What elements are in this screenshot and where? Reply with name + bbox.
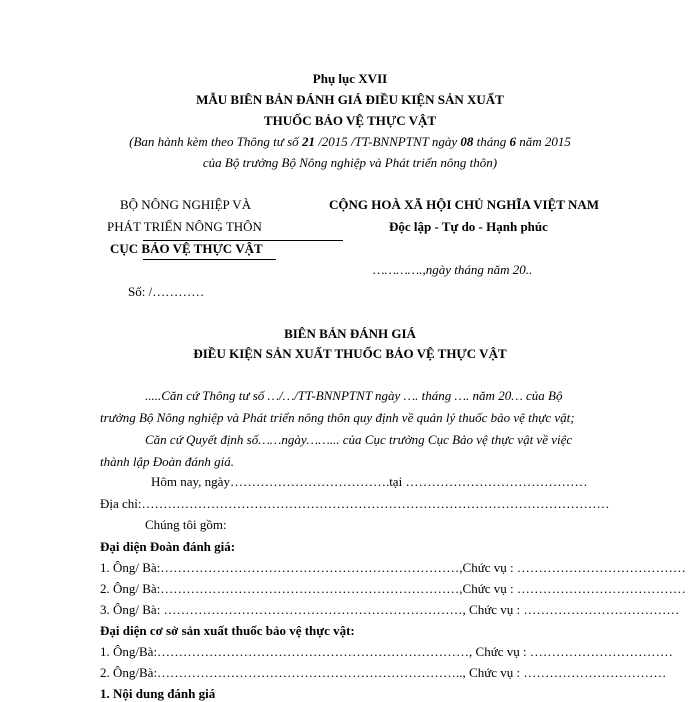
ministry-name-line2: PHÁT TRIỂN NÔNG THÔN: [107, 219, 262, 234]
delegation-member: 1. Ông/ Bà:……………………………………………………………,Chức vụ : …………………………………: [100, 560, 686, 575]
nation-motto: Độc lập - Tự do - Hạnh phúc: [389, 219, 548, 234]
ministry-name-line1: BỘ NÔNG NGHIỆP VÀ: [120, 197, 252, 212]
appendix-note-line2: của Bộ trưởng Bộ Nông nghiệp và Phát triển nông thôn): [202, 155, 498, 170]
legal-basis-2-line1: Căn cứ Quyết định số……ngày……... của Cục trưởng Cục Bảo vệ thực vật về việc: [145, 432, 573, 447]
facility-member: 2. Ông/Bà:…………………………………………………………….., Chức vụ : ……………………………: [100, 665, 667, 680]
note-text-a: (Ban hành kèm theo Thông tư số: [129, 134, 302, 149]
facility-member: 1. Ông/Bà:………………………………………………………………, Chức vụ : ……………………………: [100, 644, 673, 659]
report-title-line1: BIÊN BẢN ĐÁNH GIÁ: [284, 326, 416, 341]
appendix-title-line2: THUỐC BẢO VỆ THỰC VẬT: [263, 113, 437, 128]
department-underline: [143, 259, 276, 260]
appendix-label: Phụ lục XVII: [312, 71, 388, 86]
document-number: Số: /…………: [128, 284, 205, 299]
note-month: 6: [509, 134, 516, 149]
legal-basis-2-line2: thành lập Đoàn đánh giá.: [100, 454, 234, 469]
facility-heading: Đại diện cơ sở sản xuất thuốc bảo vệ thực vật:: [100, 623, 355, 638]
delegation-member: 3. Ông/ Bà: ……………………………………………………………, Chức vụ : ………………………………: [100, 602, 680, 617]
nation-name: CỘNG HOÀ XÃ HỘI CHỦ NGHĨA VIỆT NAM: [329, 197, 600, 212]
report-title-line2: ĐIỀU KIỆN SẢN XUẤT THUỐC BẢO VỆ THỰC VẬT: [193, 346, 507, 361]
address-line: Địa chỉ:………………………………………………………………………………………………: [100, 496, 610, 511]
meeting-date-place: Hôm nay, ngày……………………………….tại ……………………………………: [151, 474, 588, 489]
document-date: ………….,ngày tháng năm 20..: [373, 262, 533, 277]
note-text-c: tháng: [473, 134, 510, 149]
legal-basis-1-line2: trưởng Bộ Nông nghiệp và Phát triển nông thôn quy định về quản lý thuốc bảo vệ thực vật;: [100, 410, 575, 425]
header-divider-line: [143, 240, 343, 241]
appendix-title-line1: MẪU BIÊN BẢN ĐÁNH GIÁ ĐIỀU KIỆN SẢN XUẤT: [196, 92, 504, 107]
participants-intro: Chúng tôi gồm:: [145, 517, 227, 532]
note-text-b: /2015 /TT-BNNPTNT ngày: [314, 134, 461, 149]
note-text-d: năm 2015: [516, 134, 571, 149]
department-name: CỤC BẢO VỆ THỰC VẬT: [110, 241, 263, 256]
note-day: 08: [460, 134, 474, 149]
legal-basis-1-line1: .....Căn cứ Thông tư số …/…/TT-BNNPTNT ngày …. tháng …. năm 20… của Bộ: [145, 388, 563, 403]
section-1-heading: 1. Nội dung đánh giá: [100, 686, 216, 701]
delegation-heading: Đại diện Đoàn đánh giá:: [100, 539, 236, 554]
appendix-note-line1: [0, 134, 700, 150]
delegation-member: 2. Ông/ Bà:……………………………………………………………,Chức vụ : …………………………………: [100, 581, 686, 596]
note-number: 21: [301, 134, 315, 149]
